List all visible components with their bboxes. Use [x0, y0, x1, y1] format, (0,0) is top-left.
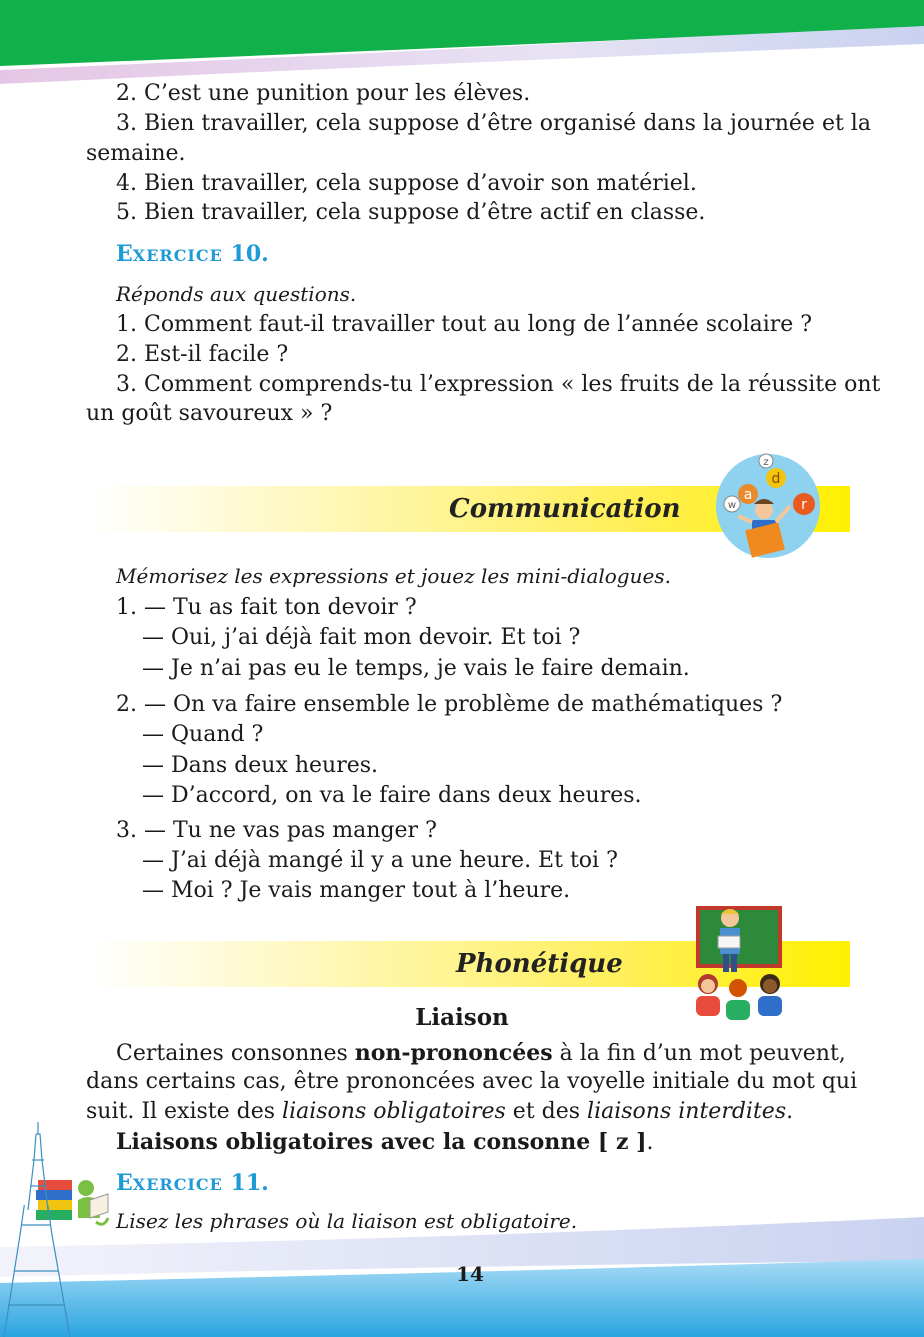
header-band [0, 0, 924, 90]
text-line: 4. Bien travailler, cela suppose d’avoir son matériel. [116, 171, 697, 196]
dialogue-line: — Dans deux heures. [142, 753, 379, 778]
dialogue-line: — J’ai déjà mangé il y a une heure. Et toi ? [142, 848, 618, 873]
question-line: 1. Comment faut-il travailler tout au long de l’année scolaire ? [116, 312, 813, 337]
illus-letter: z [763, 457, 769, 468]
exercise-11-instruction: Lisez les phrases où la liaison est obligatoire. [116, 1209, 578, 1233]
eiffel-tower-top-icon [14, 1120, 64, 1210]
dialogue-line: — Oui, j’ai déjà fait mon devoir. Et toi ? [142, 625, 581, 650]
student-letters-illustration [708, 448, 824, 564]
page-number: 14 [456, 1262, 484, 1286]
communication-instruction: Mémorisez les expressions et jouez les mini-dialogues. [116, 564, 671, 588]
dialogue-line: — Je n’ai pas eu le temps, je vais le faire demain. [142, 656, 690, 681]
dialogue-line: 1. — Tu as fait ton devoir ? [116, 595, 417, 620]
illus-letter: w [727, 500, 737, 511]
paragraph-line: suit. Il existe des liaisons obligatoires et des liaisons interdites. [86, 1099, 794, 1124]
dialogue-line: — Moi ? Je vais manger tout à l’heure. [142, 878, 571, 903]
liaison-title: Liaison [415, 1004, 509, 1031]
dialogue-line: — D’accord, on va le faire dans deux heures. [142, 783, 642, 808]
illus-letter: r [801, 497, 807, 513]
exercise-10-instruction: Réponds aux questions. [116, 282, 357, 306]
exercise-10-title: EXERCICE 10. [116, 241, 269, 267]
question-line: 2. Est-il facile ? [116, 342, 289, 367]
text-line: semaine. [86, 141, 186, 166]
question-line: un goût savoureux » ? [86, 401, 333, 426]
text-line: 5. Bien travailler, cela suppose d’être actif en classe. [116, 200, 706, 225]
question-line: 3. Comment comprends-tu l’expression « les fruits de la réussite ont [116, 372, 881, 397]
dialogue-line: — Quand ? [142, 722, 264, 747]
liaison-rule: Liaisons obligatoires avec la consonne [ z ]. [116, 1129, 654, 1155]
paragraph-line: dans certains cas, être prononcées avec la voyelle initiale du mot qui [86, 1069, 858, 1094]
text-line: 2. C’est une punition pour les élèves. [116, 81, 531, 106]
dialogue-line: 3. — Tu ne vas pas manger ? [116, 818, 437, 843]
text-line: 3. Bien travailler, cela suppose d’être organisé dans la journée et la [116, 111, 871, 136]
dialogue-line: 2. — On va faire ensemble le problème de mathématiques ? [116, 692, 783, 717]
paragraph-line: Certaines consonnes non-prononcées à la fin d’un mot peuvent, [116, 1040, 846, 1066]
illus-letter: d [771, 471, 781, 487]
exercise-11-title: EXERCICE 11. [116, 1170, 269, 1196]
illus-letter: a [743, 487, 753, 503]
communication-title: Communication [449, 494, 681, 524]
phonetique-title: Phonétique [456, 949, 623, 979]
